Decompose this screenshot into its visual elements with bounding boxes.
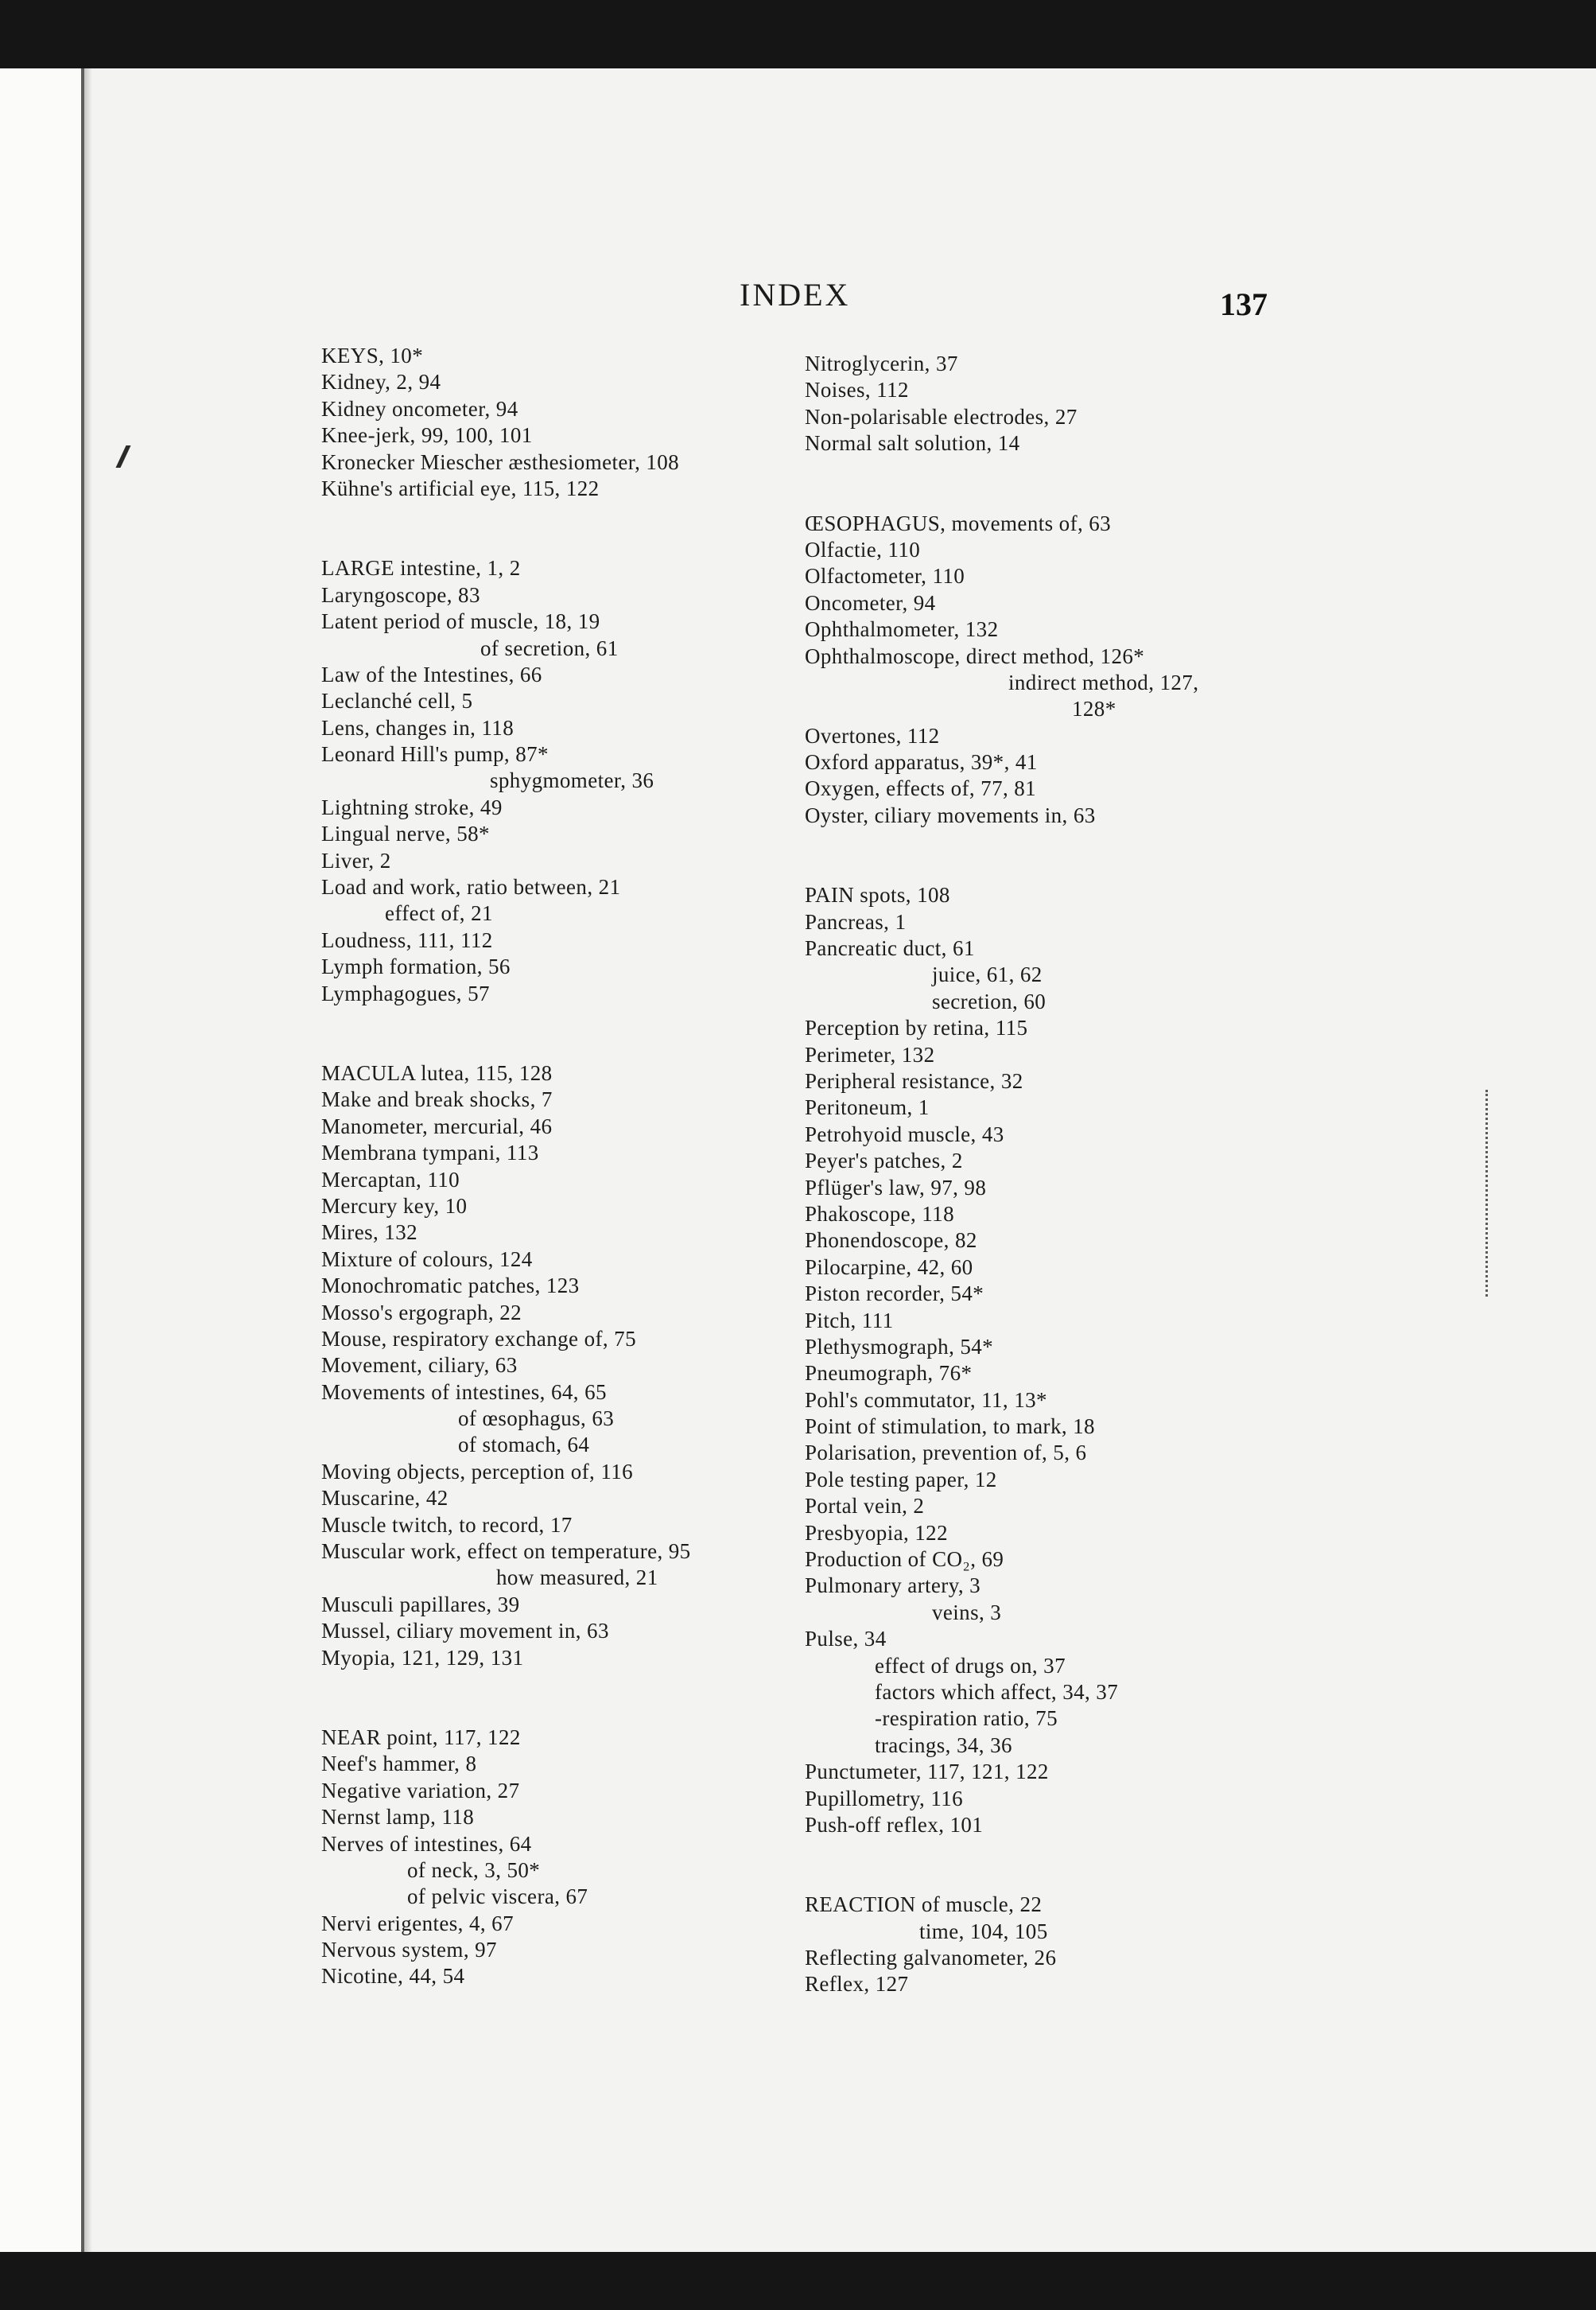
index-entry: Pilocarpine, 42, 60 (805, 1254, 973, 1279)
index-entry: Peripheral resistance, 32 (805, 1068, 1023, 1093)
index-letter-group (321, 555, 798, 1007)
index-entry: Mosso's ergograph, 22 (321, 1300, 522, 1324)
index-entry: Normal salt solution, 14 (805, 431, 1020, 456)
index-letter-group (321, 1725, 798, 1990)
index-entry: Muscular work, effect on temperature, 95 (321, 1539, 691, 1564)
index-subentry: sphygmometer, 36 (490, 768, 654, 793)
index-entry: Nernst lamp, 118 (321, 1805, 475, 1830)
index-entry: Noises, 112 (805, 378, 909, 402)
index-entry: Perception by retina, 115 (805, 1016, 1028, 1040)
index-letter-group (321, 343, 798, 502)
index-entry: Negative variation, 27 (321, 1778, 520, 1802)
index-subentry: effect of, 21 (385, 901, 493, 926)
index-entry: Mixture of colours, 124 (321, 1246, 533, 1271)
index-entry: Oxford apparatus, 39*, 41 (805, 750, 1038, 775)
index-subentry: effect of drugs on, 37 (875, 1653, 1066, 1678)
index-subentry: of neck, 3, 50* (407, 1857, 541, 1882)
index-entry: Make and break shocks, 7 (321, 1087, 553, 1112)
index-entry: Perimeter, 132 (805, 1042, 935, 1067)
index-subentry: of œsophagus, 63 (458, 1406, 615, 1431)
index-entry: Muscle twitch, to record, 17 (321, 1512, 573, 1537)
index-subentry: juice, 61, 62 (932, 962, 1043, 987)
index-letter-group (805, 882, 1314, 1838)
index-entry: Oyster, ciliary movements in, 63 (805, 803, 1096, 827)
gutter-shadow (81, 68, 92, 2252)
index-entry: MACULA lutea, 115, 128 (321, 1060, 553, 1085)
index-entry: Neef's hammer, 8 (321, 1752, 477, 1776)
index-entry: Knee-jerk, 99, 100, 101 (321, 423, 533, 448)
index-entry: Leonard Hill's pump, 87* (321, 742, 549, 767)
index-column-left (321, 343, 798, 2044)
index-entry: Olfactie, 110 (805, 537, 921, 562)
page-number: 137 (1220, 286, 1268, 322)
index-entry: Nervi erigentes, 4, 67 (321, 1911, 514, 1935)
index-entry: Myopia, 121, 129, 131 (321, 1645, 524, 1670)
index-entry: Nerves of intestines, 64 (321, 1831, 532, 1856)
index-entry: Monochromatic patches, 123 (321, 1274, 580, 1298)
index-entry: Pulmonary artery, 3 (805, 1573, 981, 1598)
index-entry: Lens, changes in, 118 (321, 715, 515, 740)
index-entry: Pole testing paper, 12 (805, 1467, 997, 1491)
index-entry: Law of the Intestines, 66 (321, 662, 542, 686)
index-entry: Oxygen, effects of, 77, 81 (805, 776, 1037, 801)
index-entry: REACTION of muscle, 22 (805, 1892, 1043, 1917)
index-entry: ŒSOPHAGUS, movements of, 63 (805, 511, 1112, 535)
index-entry: Leclanché cell, 5 (321, 689, 473, 714)
index-entry: Ophthalmometer, 132 (805, 617, 999, 642)
index-entry: Laryngoscope, 83 (321, 582, 480, 607)
index-subentry: factors which affect, 34, 37 (875, 1679, 1119, 1704)
index-column-right (805, 351, 1314, 2051)
index-letter-group (321, 1060, 798, 1671)
index-entry: Oncometer, 94 (805, 590, 936, 615)
index-subentry: time, 104, 105 (919, 1919, 1048, 1943)
index-entry: Push-off reflex, 101 (805, 1812, 984, 1837)
index-entry: Kronecker Miescher æsthesiometer, 108 (321, 449, 680, 474)
index-entry: PAIN spots, 108 (805, 883, 950, 908)
index-entry: Point of stimulation, to mark, 18 (805, 1414, 1095, 1439)
index-letter-group (805, 351, 1314, 457)
index-entry: Presbyopia, 122 (805, 1520, 948, 1545)
index-entry: Nitroglycerin, 37 (805, 352, 958, 375)
index-entry: Latent period of muscle, 18, 19 (321, 609, 600, 634)
index-entry: Mires, 132 (321, 1220, 417, 1245)
index-entry: Movements of intestines, 64, 65 (321, 1379, 607, 1404)
index-subentry: of stomach, 64 (458, 1433, 590, 1457)
index-subentry: of secretion, 61 (480, 636, 619, 660)
index-entry: Plethysmograph, 54* (805, 1334, 994, 1359)
page-edge-marks (1485, 1090, 1490, 1297)
index-entry: Phakoscope, 118 (805, 1201, 954, 1226)
index-entry: Lightning stroke, 49 (321, 795, 503, 819)
index-entry: Overtones, 112 (805, 723, 940, 748)
index-entry: Pupillometry, 116 (805, 1786, 964, 1810)
index-entry: Olfactometer, 110 (805, 564, 965, 589)
index-entry: Nervous system, 97 (321, 1938, 497, 1962)
index-entry: Kidney oncometer, 94 (321, 396, 518, 421)
index-entry: Reflecting galvanometer, 26 (805, 1946, 1057, 1970)
index-entry: Peyer's patches, 2 (805, 1149, 963, 1173)
index-entry: Musculi papillares, 39 (321, 1592, 520, 1616)
index-subentry: how measured, 21 (496, 1565, 658, 1590)
index-entry: Manometer, mercurial, 46 (321, 1114, 553, 1138)
index-entry: Mercury key, 10 (321, 1193, 468, 1218)
page-title: INDEX (740, 277, 851, 313)
index-entry: Piston recorder, 54* (805, 1281, 984, 1306)
index-entry: Pflüger's law, 97, 98 (805, 1175, 987, 1200)
index-entry: Mouse, respiratory exchange of, 75 (321, 1326, 636, 1351)
index-entry: LARGE intestine, 1, 2 (321, 556, 521, 581)
index-subentry: tracings, 34, 36 (875, 1732, 1012, 1757)
index-entry: Movement, ciliary, 63 (321, 1353, 518, 1378)
index-entry: Lingual nerve, 58* (321, 822, 490, 846)
index-entry: KEYS, 10* (321, 344, 424, 368)
index-entry: Non-polarisable electrodes, 27 (805, 404, 1078, 429)
index-entry: Phonendoscope, 82 (805, 1228, 977, 1253)
index-entry: Moving objects, perception of, 116 (321, 1459, 634, 1484)
index-entry: Load and work, ratio between, 21 (321, 875, 621, 900)
index-entry: Peritoneum, 1 (805, 1095, 930, 1120)
index-subentry: of pelvic viscera, 67 (407, 1884, 588, 1909)
index-entry: Kidney, 2, 94 (321, 370, 441, 395)
index-entry: Punctumeter, 117, 121, 122 (805, 1760, 1049, 1784)
index-entry: Pneumograph, 76* (805, 1361, 973, 1386)
index-entry: Nicotine, 44, 54 (321, 1964, 465, 1989)
index-subentry: secretion, 60 (932, 989, 1047, 1013)
index-entry: Pancreas, 1 (805, 909, 907, 934)
index-subentry: veins, 3 (932, 1600, 1002, 1624)
index-entry: Pulse, 34 (805, 1627, 887, 1651)
index-entry: Liver, 2 (321, 848, 391, 873)
index-subentry: 128* (1072, 697, 1116, 721)
index-entry: Ophthalmoscope, direct method, 126* (805, 644, 1145, 668)
index-entry: Lymphagogues, 57 (321, 981, 490, 1005)
index-entry: Pohl's commutator, 11, 13* (805, 1387, 1047, 1412)
index-entry: Membrana tympani, 113 (321, 1141, 539, 1165)
index-letter-group (805, 1892, 1314, 1998)
index-entry: Petrohyoid muscle, 43 (805, 1122, 1004, 1146)
index-entry: Muscarine, 42 (321, 1486, 449, 1511)
index-entry: Portal vein, 2 (805, 1494, 925, 1519)
index-entry: Production of CO₂, 69 (805, 1547, 1004, 1572)
index-entry: NEAR point, 117, 122 (321, 1725, 521, 1749)
book-spine (0, 68, 81, 2252)
index-entry: Polarisation, prevention of, 5, 6 (805, 1441, 1087, 1465)
index-entry: Mussel, ciliary movement in, 63 (321, 1619, 609, 1643)
index-entry: Lymph formation, 56 (321, 955, 511, 979)
index-entry: Reflex, 127 (805, 1972, 909, 1997)
index-subentry: indirect method, 127, (1008, 670, 1199, 694)
index-entry: Loudness, 111, 112 (321, 928, 493, 952)
index-letter-group (805, 511, 1314, 830)
index-subentry: -respiration ratio, 75 (875, 1706, 1058, 1731)
index-entry: Kühne's artificial eye, 115, 122 (321, 476, 600, 500)
index-entry: Mercaptan, 110 (321, 1167, 460, 1192)
index-entry: Pancreatic duct, 61 (805, 936, 975, 961)
index-entry: Pitch, 111 (805, 1308, 894, 1332)
